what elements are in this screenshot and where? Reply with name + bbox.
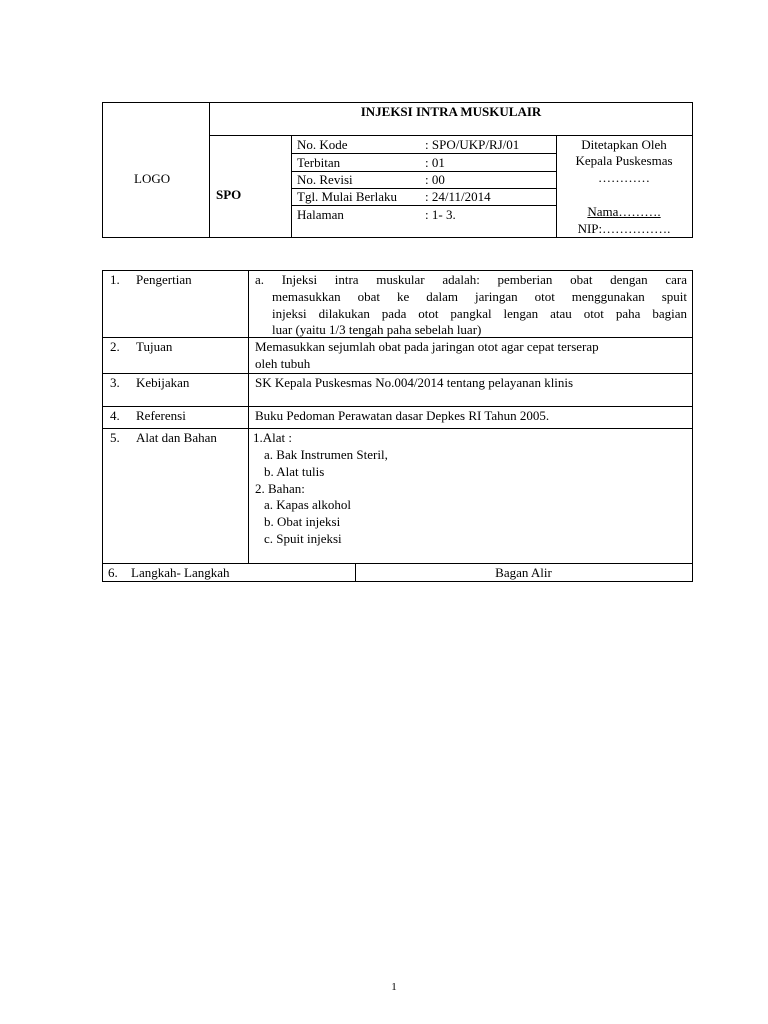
row-number: 6. [108, 565, 118, 580]
row-content-line: a. Bak Instrumen Steril, [264, 447, 388, 462]
row-content-line: a. Kapas alkohol [264, 497, 352, 512]
row-content-line: injeksi dilakukan pada otot pangkal lengan atau otot paha bagian [272, 306, 687, 321]
field-value-tgl: : 24/11/2014 [425, 189, 491, 204]
row-content-line: luar (yaitu 1/3 tengah paha sebelah luar) [272, 322, 482, 337]
field-label-revisi: No. Revisi [297, 172, 353, 187]
row-content-line: c. Spuit injeksi [264, 531, 342, 546]
row-label: Kebijakan [136, 375, 190, 390]
field-value-revisi: : 00 [425, 172, 445, 187]
row-content-line: Buku Pedoman Perawatan dasar Depkes RI Tahun 2005. [255, 408, 550, 423]
approval-nip: NIP:……………. [577, 221, 671, 236]
field-label-halaman: Halaman [297, 207, 344, 222]
row-label: Alat dan Bahan [136, 430, 217, 445]
flowchart-heading: Bagan Alir [495, 565, 552, 580]
logo-placeholder: LOGO [134, 171, 171, 186]
row-number: 5. [110, 430, 120, 445]
approval-line2: Kepala Puskesmas [575, 153, 673, 168]
approval-dots: ………… [598, 170, 650, 185]
field-value-terbitan: : 01 [425, 155, 445, 170]
row-content-line: oleh tubuh [255, 356, 311, 371]
row-content-line: 1.Alat : [253, 430, 292, 445]
row-content-line: a. Injeksi intra muskular adalah: pemberian obat dengan cara [255, 272, 687, 287]
row-number: 1. [110, 272, 120, 287]
row-number: 2. [110, 339, 120, 354]
document-title: INJEKSI INTRA MUSKULAIR [360, 104, 542, 119]
row-content-line: memasukkan obat ke dalam jaringan otot menggunakan spuit [272, 289, 687, 304]
spo-label: SPO [216, 187, 242, 202]
page-number: 1 [391, 981, 397, 993]
approval-nama: Nama………. [587, 204, 661, 219]
row-label: Langkah- Langkah [131, 565, 230, 580]
row-number: 3. [110, 375, 120, 390]
row-number: 4. [110, 408, 120, 423]
approval-line1: Ditetapkan Oleh [581, 137, 667, 152]
field-value-halaman: : 1- 3. [425, 207, 456, 222]
row-content-line: b. Alat tulis [264, 464, 325, 479]
row-content-line: b. Obat injeksi [264, 514, 341, 529]
row-label: Pengertian [136, 272, 192, 287]
row-label: Tujuan [136, 339, 173, 354]
field-label-kode: No. Kode [297, 137, 348, 152]
row-content-line: SK Kepala Puskesmas No.004/2014 tentang pelayanan klinis [255, 375, 574, 390]
row-content-line: Memasukkan sejumlah obat pada jaringan otot agar cepat terserap [255, 339, 599, 354]
field-label-terbitan: Terbitan [297, 155, 341, 170]
row-content-line: 2. Bahan: [255, 481, 305, 496]
row-label: Referensi [136, 408, 186, 423]
field-label-tgl: Tgl. Mulai Berlaku [297, 189, 398, 204]
field-value-kode: : SPO/UKP/RJ/01 [425, 137, 520, 152]
